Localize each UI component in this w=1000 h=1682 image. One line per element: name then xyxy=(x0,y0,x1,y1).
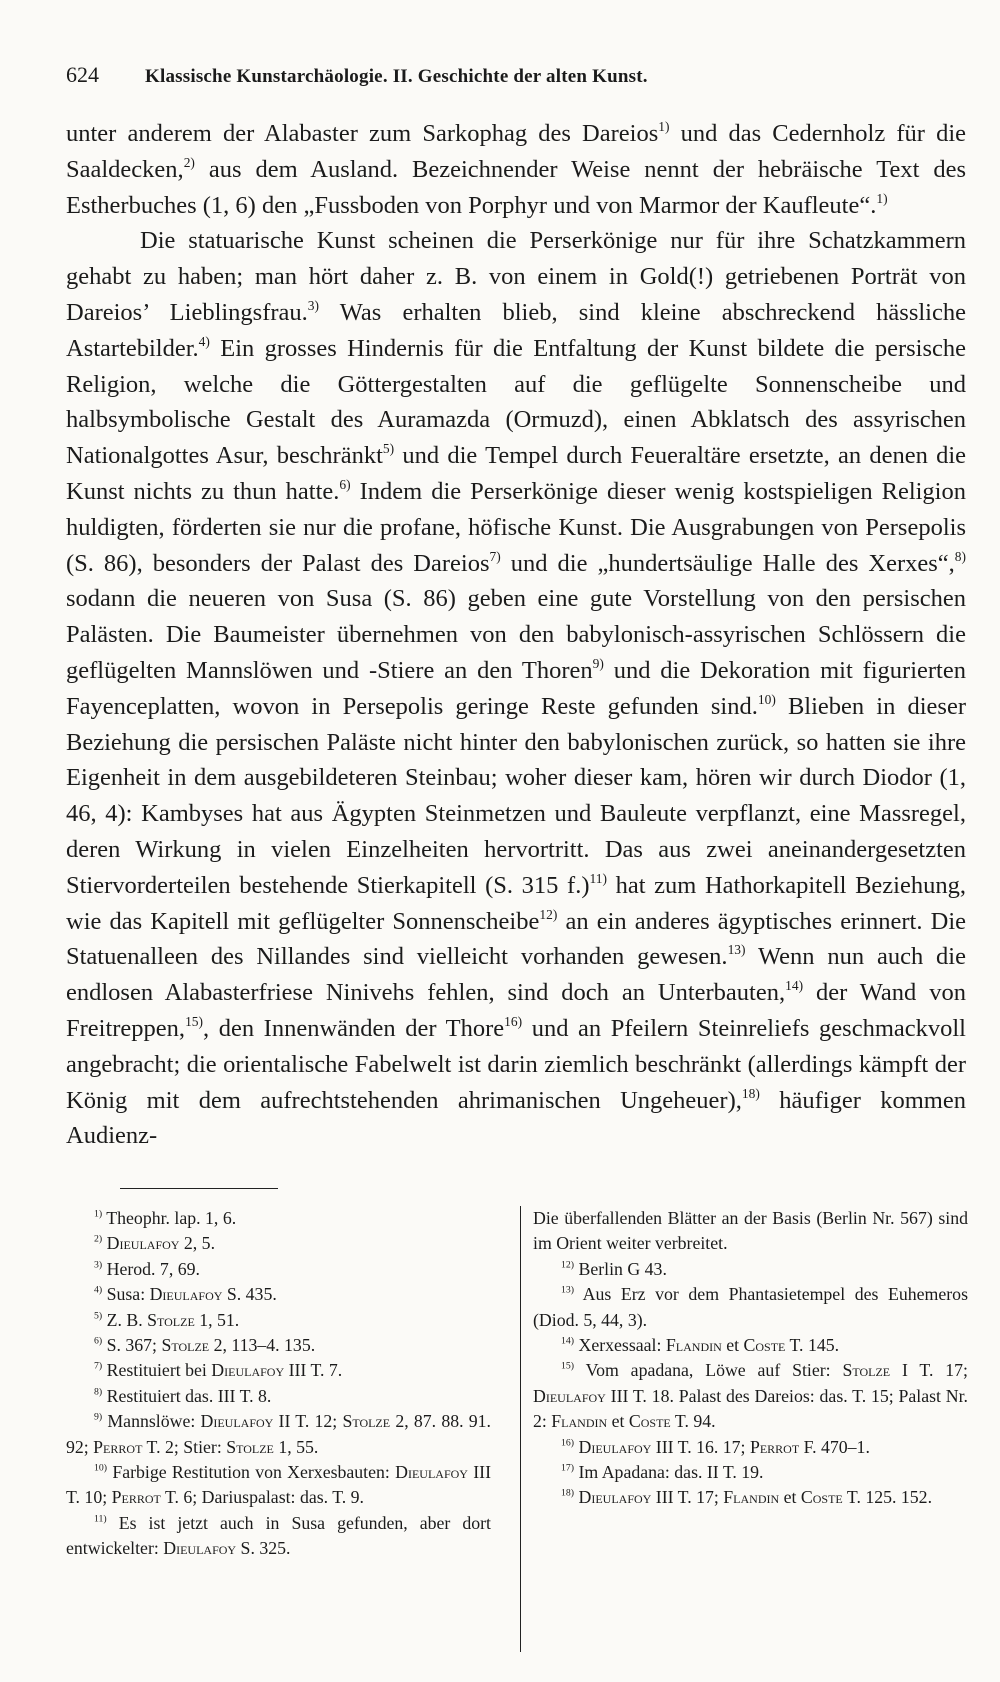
paragraph-1 xyxy=(66,116,966,223)
footnote-mark: 8) xyxy=(94,1386,103,1398)
author-name: Coste xyxy=(800,1487,843,1508)
author-name: Perrot xyxy=(111,1487,161,1508)
text-run: und die Tempel durch Feueraltäre ersetzte, an denen die Kunst nichts zu thun hatte. xyxy=(66,442,966,505)
footnote-text: 2, 87. 88. 91. 92; xyxy=(66,1411,491,1457)
footnote-7 xyxy=(66,1358,491,1383)
text-run: Die statuarische Kunst scheinen die Perserkönige nur für ihre Schatzkammern gehabt zu haben; man hört daher z. B. von einem in Gold(!) getriebenen Porträt von Dareios’ Lieblingsfrau. xyxy=(66,227,966,326)
footnote-text: Susa: xyxy=(102,1284,150,1305)
footnote-mark: 15) xyxy=(561,1361,575,1373)
footnote-text: III T. 10; xyxy=(66,1462,492,1508)
footnote-text: 2, 5. xyxy=(179,1233,216,1254)
footnote-mark: 3) xyxy=(94,1259,103,1271)
author-name: Coste xyxy=(743,1335,786,1356)
author-name: Flandin xyxy=(723,1487,780,1508)
footnote-mark: 7) xyxy=(94,1361,103,1373)
text-run: , den Innenwänden der Thore xyxy=(203,1014,505,1042)
footnote-mark: 17) xyxy=(561,1462,575,1474)
footnote-mark: 6) xyxy=(94,1335,103,1347)
footnote-ref: 7) xyxy=(489,548,501,564)
footnote-5 xyxy=(66,1308,491,1333)
footnote-ref: 1) xyxy=(876,190,888,206)
footnote-mark: 11) xyxy=(94,1513,107,1525)
paragraph-2 xyxy=(66,223,966,1154)
footnote-text: III T. 17; xyxy=(651,1487,724,1508)
author-name: Dieulafoy xyxy=(533,1385,606,1406)
footnote-ref: 2) xyxy=(183,154,195,170)
footnote-text: F. 470–1. xyxy=(799,1436,870,1457)
footnote-text: T. 2; Stier: xyxy=(142,1436,227,1457)
footnote-mark: 1) xyxy=(94,1208,103,1220)
text-run: unter anderem der Alabaster zum Sarkophag des Dareios xyxy=(66,120,659,147)
footnote-2 xyxy=(66,1231,491,1256)
text-run: sodann die neueren von Susa (S. 86) geben eine gute Vorstellung von den persischen Palästen. Die Baumeister übernehmen von den babylonisch-assyrischen Schlössern die geflügelten Mannslöwen und -Stiere an den Thoren xyxy=(66,585,966,684)
author-name: Dieulafoy xyxy=(106,1233,180,1254)
footnote-mark: 2) xyxy=(94,1234,103,1246)
footnote-18 xyxy=(533,1485,968,1510)
footnote-text: II T. 12; xyxy=(273,1411,343,1432)
footnote-text: Aus Erz vor dem Phantasietempel des Euhemeros (Diod. 5, 44, 3). xyxy=(533,1284,968,1330)
footnote-text: et xyxy=(607,1411,629,1432)
footnote-ref: 6) xyxy=(339,476,351,492)
author-name: Flandin xyxy=(665,1335,722,1356)
running-header xyxy=(66,62,866,88)
text-run: Indem die Perserkönige dieser wenig kostspieligen Religion huldigten, förderten sie nur die profane, höfische Kunst. Die Ausgrabungen von Persepolis (S. 86), besonders der Palast des Dareios xyxy=(66,477,966,577)
footnote-text: et xyxy=(779,1487,801,1508)
footnote-9 xyxy=(66,1409,491,1460)
footnote-mark: 9) xyxy=(94,1411,103,1423)
author-name: Stolze xyxy=(342,1411,391,1432)
footnotes-left-column xyxy=(66,1206,491,1562)
text-run: und an Pfeilern Steinreliefs geschmackvoll angebracht; die orientalische Fabelwelt ist darin ziemlich beschränkt (allerdings kämpft der König mit dem aufrechtstehenden ahrimanischen Ungeheuer), xyxy=(66,1014,966,1114)
author-name: Dieulafoy xyxy=(163,1538,237,1559)
footnote-text: Mannslöwe: xyxy=(102,1411,201,1432)
footnote-11-continued: Die überfallenden Blätter an der Basis (Berlin Nr. 567) sind im Orient weiter verbreitet. xyxy=(533,1208,968,1254)
author-name: Dieulafoy xyxy=(149,1284,223,1305)
text-run: der Wand von Freitreppen, xyxy=(66,979,966,1042)
footnote-14 xyxy=(533,1333,968,1358)
footnote-text: 1, 51. xyxy=(194,1309,240,1330)
footnote-text: T. 6; Dariuspalast: das. T. 9. xyxy=(160,1487,364,1508)
footnote-text: Im Apadana: das. II T. 19. xyxy=(574,1462,764,1483)
footnote-4 xyxy=(66,1282,491,1307)
text-run: und die Dekoration mit figurierten Fayenceplatten, wovon in Persepolis geringe Reste gefunden sind. xyxy=(66,656,966,720)
footnote-mark: 10) xyxy=(94,1462,108,1474)
footnote-ref: 11) xyxy=(589,870,607,886)
author-name: Flandin xyxy=(551,1411,608,1432)
footnote-text: T. 94. xyxy=(670,1411,716,1432)
footnote-text: Xerxessaal: xyxy=(574,1335,666,1356)
author-name: Perrot xyxy=(749,1436,800,1457)
footnote-11 xyxy=(66,1511,491,1562)
footnote-mark: 13) xyxy=(561,1284,575,1296)
author-name: Stolze xyxy=(226,1436,274,1457)
footnote-ref: 16) xyxy=(504,1013,523,1029)
footnote-text: III T. 18. Palast des Dareios: das. T. 15; Palast Nr. 2: xyxy=(533,1385,968,1432)
footnote-ref: 14) xyxy=(785,978,804,994)
author-name: Stolze xyxy=(842,1360,891,1381)
footnotes-right-column xyxy=(520,1206,968,1652)
footnote-text: Vom apadana, Löwe auf Stier: xyxy=(574,1360,843,1381)
footnote-divider xyxy=(120,1188,278,1189)
text-run: und das Cedernholz für die Saaldecken, xyxy=(66,120,966,183)
text-run: Wenn nun auch die endlosen Alabasterfriese Ninivehs fehlen, sind doch an Unterbauten, xyxy=(66,943,966,1007)
text-run: und die „hundertsäulige Halle des Xerxes“, xyxy=(500,549,955,577)
footnote-1 xyxy=(66,1206,491,1231)
author-name: Dieulafoy xyxy=(200,1411,274,1432)
author-name: Dieulafoy xyxy=(578,1487,652,1508)
footnote-text: Theophr. lap. 1, 6. xyxy=(102,1208,237,1228)
footnote-ref: 13) xyxy=(727,942,746,958)
text-run: aus dem Ausland. Bezeichnender Weise nennt der hebräische Text des Estherbuches (1, 6) den „Fussboden von Porphyr und von Marmor der Kaufleute“. xyxy=(66,155,966,219)
footnote-mark: 16) xyxy=(561,1437,575,1449)
text-run: Ein grosses Hindernis für die Entfaltung der Kunst bildete die persische Religion, welche die Göttergestalten auf die geflügelte Sonnenscheibe und halbsymbolische Gestalt des Auramazda (Ormuzd), einen Abklatsch des assyrischen Nationalgottes Asur, beschränkt xyxy=(66,334,966,470)
text-run: Blieben in dieser Beziehung die persischen Paläste nicht hinter den babylonischen zurück, so hatten sie ihre Eigenheit in dem ausgebildeteren Steinbau; woher dieser kam, hören wir durch Diodor (1, 46, 4): Kambyses hat aus Ägypten Steinmetzen und Bauleute verpflanzt, eine Massregel, deren Wirkung in vielen Einzelheiten hervortritt. Das aus zwei aneinandergesetzten Stiervorderteilen bestehende Stierkapitell (S. 315 f.) xyxy=(66,692,966,899)
footnote-text: 1, 55. xyxy=(273,1436,319,1457)
footnote-17 xyxy=(533,1460,968,1485)
footnote-ref: 3) xyxy=(307,297,320,313)
footnote-text: Es ist jetzt auch in Susa gefunden, aber dort entwickelter: xyxy=(66,1512,491,1559)
footnote-text: Z. B. xyxy=(102,1309,148,1330)
footnote-8 xyxy=(66,1384,491,1409)
footnote-3 xyxy=(66,1257,491,1282)
author-name: Stolze xyxy=(161,1335,210,1356)
footnote-ref: 18) xyxy=(741,1085,760,1101)
main-text xyxy=(66,116,966,1154)
footnote-ref: 4) xyxy=(198,333,210,349)
footnote-text: T. 145. xyxy=(785,1335,840,1356)
author-name: Dieulafoy xyxy=(578,1436,652,1457)
footnote-text: Herod. 7, 69. xyxy=(102,1258,200,1279)
author-name: Coste xyxy=(628,1411,671,1432)
footnote-text: S. 325. xyxy=(236,1538,291,1559)
footnote-ref: 9) xyxy=(592,655,604,671)
footnote-text: III T. 16. 17; xyxy=(651,1436,750,1457)
footnote-mark: 18) xyxy=(561,1488,575,1500)
footnote-ref: 1) xyxy=(658,118,670,134)
footnote-6 xyxy=(66,1333,491,1358)
footnote-text: III T. 7. xyxy=(284,1360,343,1381)
text-run: häufiger kommen Audienz- xyxy=(66,1086,966,1150)
footnote-mark: 14) xyxy=(561,1335,575,1347)
footnote-ref: 15) xyxy=(185,1013,204,1029)
footnote-13 xyxy=(533,1282,968,1333)
footnote-text: T. 125. 152. xyxy=(842,1487,933,1508)
running-title: Klassische Kunstarchäologie. II. Geschichte der alten Kunst. xyxy=(145,66,648,87)
footnote-text: S. 367; xyxy=(102,1335,162,1356)
author-name: Perrot xyxy=(93,1436,143,1457)
author-name: Stolze xyxy=(147,1309,195,1330)
footnote-mark: 4) xyxy=(94,1284,103,1296)
footnote-10 xyxy=(66,1460,491,1511)
footnote-text: Farbige Restitution von Xerxesbauten: xyxy=(107,1462,396,1483)
footnote-ref: 8) xyxy=(954,548,966,564)
footnote-text: Restituiert bei xyxy=(102,1360,212,1381)
footnote-text: et xyxy=(721,1335,744,1356)
footnote-text: Berlin G 43. xyxy=(574,1258,667,1279)
author-name: Dieulafoy xyxy=(395,1462,468,1483)
footnote-15 xyxy=(533,1358,968,1434)
page-number: 624 xyxy=(66,62,99,87)
footnote-ref: 10) xyxy=(757,691,776,707)
footnote-ref: 5) xyxy=(382,441,395,457)
footnote-16 xyxy=(533,1435,968,1460)
footnote-12 xyxy=(533,1257,968,1282)
footnote-text: Restituiert das. III T. 8. xyxy=(102,1385,272,1406)
footnote-ref: 12) xyxy=(539,906,558,922)
footnote-text: S. 435. xyxy=(222,1284,277,1305)
footnote-mark: 5) xyxy=(94,1310,103,1322)
author-name: Dieulafoy xyxy=(211,1360,285,1381)
text-run: hat zum Hathorkapitell Beziehung, wie das Kapitell mit geflügelter Sonnenscheibe xyxy=(66,871,966,935)
text-run: an ein anderes ägyptisches erinnert. Die Statuenalleen des Nillandes sind vielleicht vorhanden gewesen. xyxy=(66,907,967,971)
footnote-mark: 12) xyxy=(561,1259,575,1271)
footnote-text: 2, 113–4. 135. xyxy=(209,1335,316,1356)
footnote-text: I T. 17; xyxy=(890,1360,968,1381)
text-run: Was erhalten blieb, sind kleine abschreckend hässliche Astartebilder. xyxy=(66,298,966,362)
